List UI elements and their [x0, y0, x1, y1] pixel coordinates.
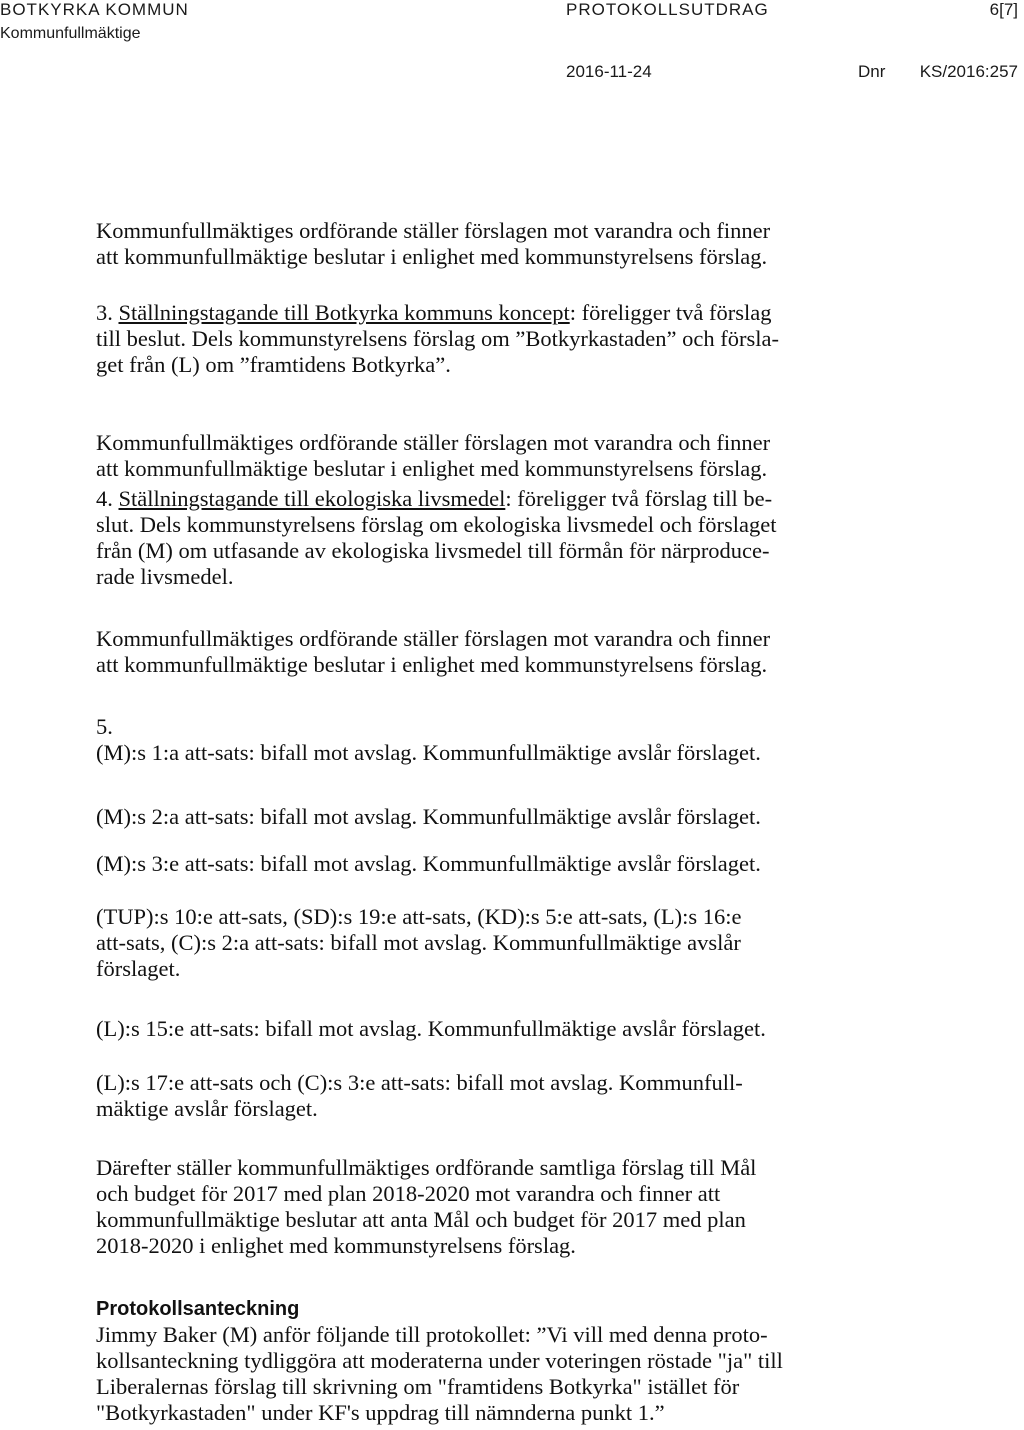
paragraph-block — [96, 851, 996, 877]
page-number: 6[7] — [989, 0, 1018, 19]
item-3 — [96, 300, 996, 378]
paragraph-block — [96, 1155, 996, 1259]
item-number: 5. — [96, 714, 113, 739]
protocol-note — [96, 1296, 996, 1426]
paragraph: Kommunfullmäktiges ordförande ställer förslagen mot varandra och finner att kommunfullmäktige beslutar i enlighet med kommunstyrelsens förslag. — [96, 430, 771, 481]
paragraph: (M):s 2:a att-sats: bifall mot avslag. Kommunfullmäktige avslår förslaget. — [96, 804, 761, 829]
paragraph: (TUP):s 10:e att-sats, (SD):s 19:e att-sats, (KD):s 5:e att-sats, (L):s 16:e att-sats, (C):s 2:a att-sats: bifall mot avslag. Kommunfullmäktige avslår förslaget. — [96, 904, 742, 981]
paragraph-block — [96, 1070, 996, 1122]
organization-name: BOTKYRKA KOMMUN — [0, 0, 189, 19]
paragraph-block — [96, 626, 996, 678]
paragraph — [96, 486, 996, 590]
item-number: 3. — [96, 300, 119, 325]
section-heading: Protokollsanteckning — [96, 1298, 300, 1320]
paragraph: Därefter ställer kommunfullmäktiges ordförande samtliga förslag till Mål och budget för 2017 med plan 2018-2020 mot varandra och finner att kommunfullmäktige beslutar att anta Mål och budget för 2017 med plan 2018-2020 i enlighet med kommunstyrelsens förslag. — [96, 1155, 757, 1258]
paragraph-block — [96, 430, 996, 482]
paragraph: (L):s 15:e att-sats: bifall mot avslag. Kommunfullmäktige avslår förslaget. — [96, 1016, 766, 1041]
paragraph: (M):s 3:e att-sats: bifall mot avslag. Kommunfullmäktige avslår förslaget. — [96, 851, 761, 876]
item-text: : föreligger två förslag till be- slut. Dels kommunstyrelsens förslag om ekologiska livsmedel och förslaget från (M) om utfasande av ekologiska livsmedel till förmån för närproduce- rade livsmedel. — [96, 486, 777, 589]
dnr-label: Dnr — [858, 62, 886, 81]
paragraph-block — [96, 904, 996, 982]
paragraph-block — [96, 804, 996, 830]
paragraph: Kommunfullmäktiges ordförande ställer förslagen mot varandra och finner att kommunfullmäktige beslutar i enlighet med kommunstyrelsens förslag. — [96, 218, 771, 269]
paragraph-block — [96, 1016, 996, 1042]
paragraph: Kommunfullmäktiges ordförande ställer förslagen mot varandra och finner att kommunfullmäktige beslutar i enlighet med kommunstyrelsens förslag. — [96, 626, 771, 677]
department-name: Kommunfullmäktige — [0, 25, 141, 42]
document-type: PROTOKOLLSUTDRAG — [566, 0, 769, 19]
paragraph — [96, 300, 996, 378]
document-date: 2016-11-24 — [566, 62, 652, 81]
item-text: : föreligger två förslag till beslut. Dels kommunstyrelsens förslag om ”Botkyrkastaden” och försla- get från (L) om ”framtidens Botkyrka”. — [96, 300, 779, 377]
paragraph: (M):s 1:a att-sats: bifall mot avslag. Kommunfullmäktige avslår förslaget. — [96, 740, 761, 765]
item-title: Ställningstagande till Botkyrka kommuns koncept — [118, 300, 570, 325]
dnr-number: KS/2016:257 — [919, 62, 1018, 81]
item-4 — [96, 486, 996, 590]
item-title: Ställningstagande till ekologiska livsmedel — [118, 486, 506, 511]
paragraph: (L):s 17:e att-sats och (C):s 3:e att-sats: bifall mot avslag. Kommunfull- mäktige avslår förslaget. — [96, 1070, 743, 1121]
paragraph: Jimmy Baker (M) anför följande till protokollet: ”Vi vill med denna proto- kollsanteckning tydliggöra att moderaterna under voteringen röstade "ja" till Liberalernas förslag till skrivning om "framtidens Botkyrka" istället för "Botkyrkastaden" under KF's uppdrag till nämnderna punkt 1.” — [96, 1322, 783, 1425]
document-body — [96, 218, 996, 270]
item-number: 4. — [96, 486, 119, 511]
item-5 — [96, 714, 996, 766]
